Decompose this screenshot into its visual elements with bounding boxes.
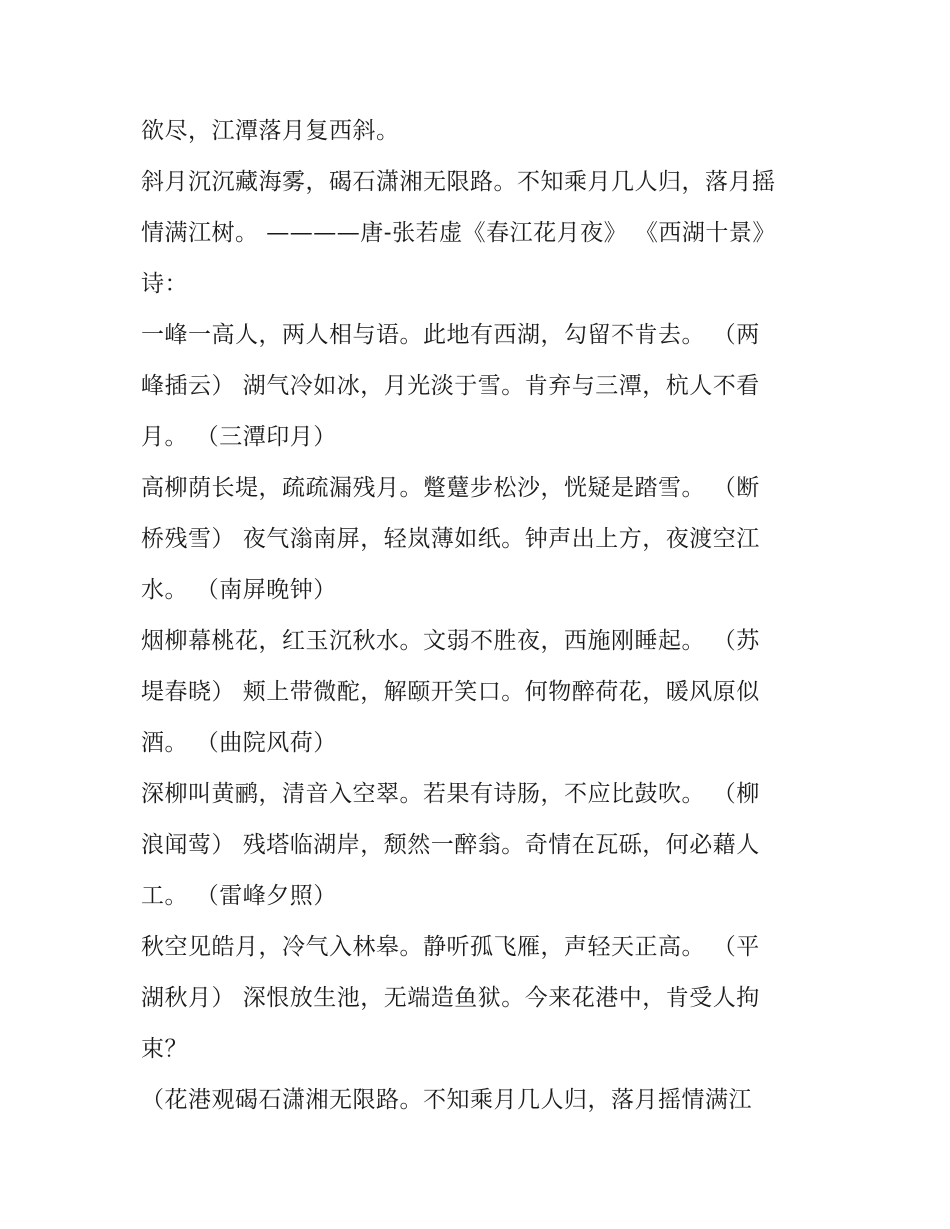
text-line: 情满江树。 ————唐-张若虚《春江花月夜》 《西湖十景》	[141, 220, 776, 246]
text-line: 湖秋月） 深恨放生池，无端造鱼狱。今来花港中，肯受人拘	[141, 985, 760, 1011]
text-line: 峰插云） 湖气冷如冰，月光淡于雪。肯弃与三潭，杭人不看	[141, 373, 760, 399]
text-line: 浪闻莺） 残塔临湖岸，颓然一醉翁。奇情在瓦砾，何必藉人	[141, 832, 760, 858]
text-line: 堤春晓） 颊上带微酡，解颐开笑口。何物醉荷花，暖风原似	[141, 679, 760, 705]
text-line: 秋空见皓月，冷气入林皋。静听孤飞雁，声轻天正高。 （平	[141, 934, 760, 960]
text-line: 工。 （雷峰夕照）	[141, 883, 337, 909]
text-line: 斜月沉沉藏海雾，碣石潇湘无限路。不知乘月几人归，落月摇	[141, 169, 776, 195]
text-line: 水。 （南屏晚钟）	[141, 577, 337, 603]
text-line: 高柳荫长堤，疏疏漏残月。蹩躠步松沙，恍疑是踏雪。 （断	[141, 475, 760, 501]
text-line: 诗：	[141, 271, 188, 297]
poem-text-block	[141, 106, 821, 1126]
text-line: 桥残雪） 夜气滃南屏，轻岚薄如纸。钟声出上方，夜渡空江	[141, 526, 760, 552]
text-line: 一峰一高人，两人相与语。此地有西湖，勾留不肯去。 （两	[141, 322, 760, 348]
text-line: 深柳叫黄鹂，清音入空翠。若果有诗肠，不应比鼓吹。 （柳	[141, 781, 760, 807]
text-line: 月。 （三潭印月）	[141, 424, 337, 450]
text-line: 烟柳幕桃花，红玉沉秋水。文弱不胜夜，西施刚睡起。 （苏	[141, 628, 760, 654]
text-line: 束？	[141, 1036, 188, 1062]
text-line: 酒。 （曲院风荷）	[141, 730, 337, 756]
text-line: （花港观碣石潇湘无限路。不知乘月几人归，落月摇情满江	[141, 1087, 752, 1113]
text-line: 欲尽，江潭落月复西斜。	[141, 118, 400, 144]
